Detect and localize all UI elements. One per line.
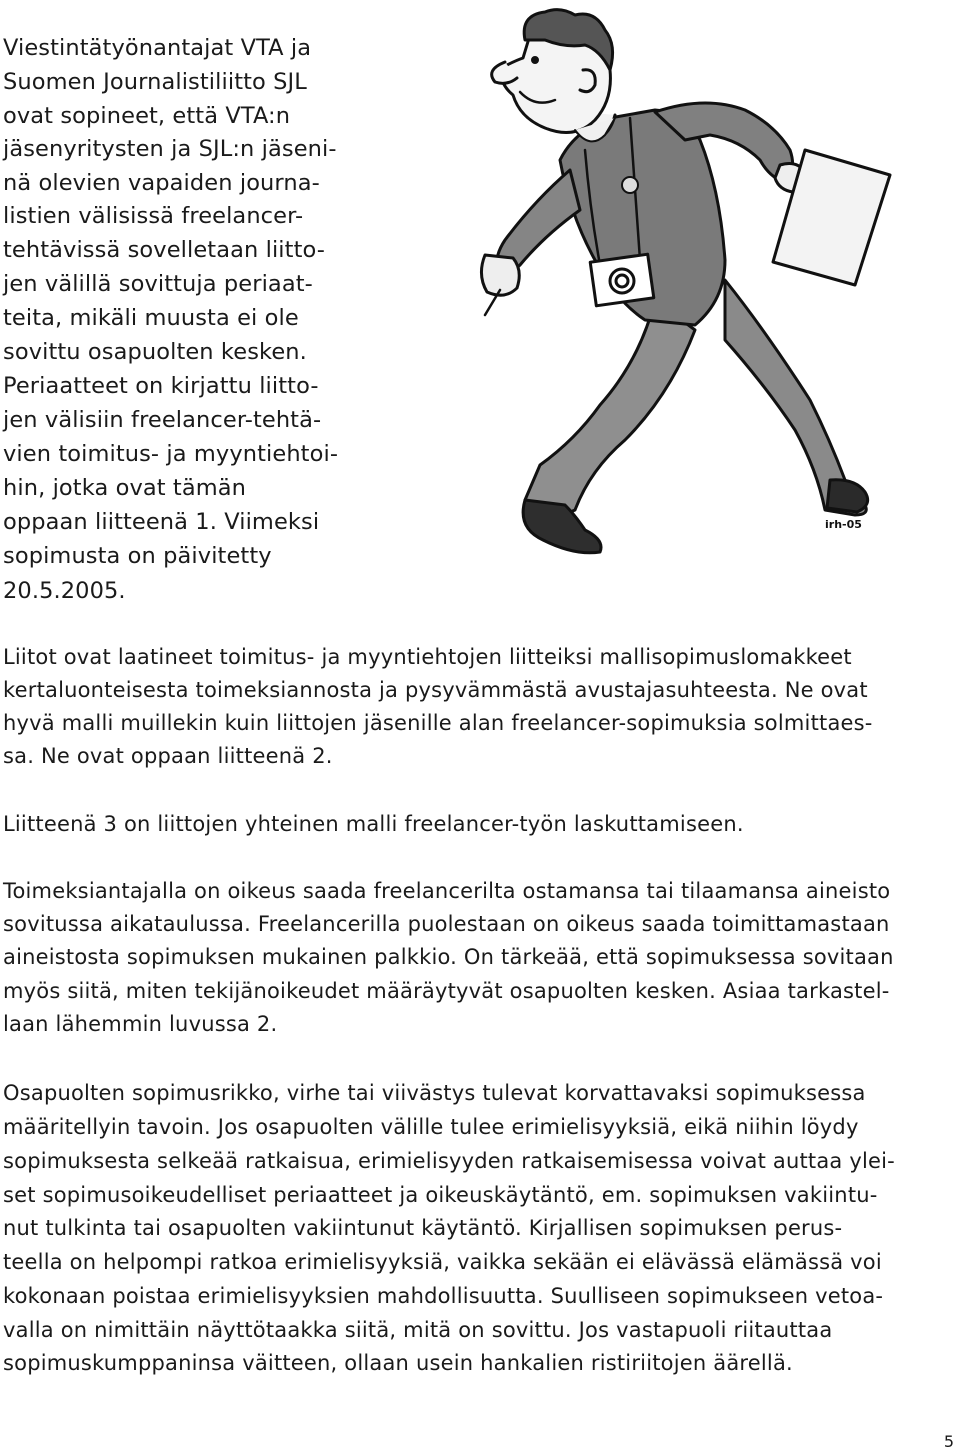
paragraph-line: sovitussa aikataulussa. Freelancerilla puolestaan on oikeus saada toimittamastaan <box>3 912 890 936</box>
paragraph-line: Liitot ovat laatineet toimitus- ja myyntiehtojen liitteiksi mallisopimuslomakkeet <box>3 645 852 669</box>
intro-line: Periaatteet on kirjattu liitto- <box>3 373 319 399</box>
intro-line: vien toimitus- ja myyntiehtoi- <box>3 441 339 467</box>
intro-line: tehtävissä sovelletaan liitto- <box>3 237 325 263</box>
paragraph-line: teella on helpompi ratkoa erimielisyyksiä, vaikka sekään ei elävässä elämässä voi <box>3 1250 882 1274</box>
intro-line: oppaan liitteenä 1. Viimeksi <box>3 509 320 535</box>
paragraph-line: set sopimusoikeudelliset periaatteet ja oikeuskäytäntö, em. sopimuksen vakiintu- <box>3 1183 878 1207</box>
intro-line: listien välisissä freelancer- <box>3 203 304 229</box>
paragraph-line: kertaluonteisesta toimeksiannosta ja pysyvämmästä avustajasuhteesta. Ne ovat <box>3 678 868 702</box>
intro-line: ovat sopineet, että VTA:n <box>3 103 291 129</box>
paragraph-line: laan lähemmin luvussa 2. <box>3 1012 278 1036</box>
intro-line: jen välisiin freelancer-tehtä- <box>3 407 322 433</box>
paragraph-line: nut tulkinta tai osapuolten vakiintunut käytäntö. Kirjallisen sopimuksen perus- <box>3 1216 843 1240</box>
intro-line: sopimusta on päivitetty <box>3 543 272 569</box>
intro-line: 20.5.2005. <box>3 578 126 604</box>
paragraph-line: kokonaan poistaa erimielisyyksien mahdollisuutta. Suulliseen sopimukseen vetoa- <box>3 1284 884 1308</box>
intro-line: hin, jotka ovat tämän <box>3 475 247 501</box>
paragraph-line: Osapuolten sopimusrikko, virhe tai viivästys tulevat korvattavaksi sopimuksessa <box>3 1081 866 1105</box>
intro-line: Viestintätyönantajat VTA ja <box>3 35 312 61</box>
intro-line: nä olevien vapaiden journa- <box>3 170 320 196</box>
intro-line: Suomen Journalistiliitto SJL <box>3 69 307 95</box>
paragraph-line: Toimeksiantajalla on oikeus saada freelancerilta ostamansa tai tilaamansa aineisto <box>3 879 891 903</box>
paragraph-line: määritellyin tavoin. Jos osapuolten välille tulee erimielisyyksiä, eikä niihin löydy <box>3 1115 859 1139</box>
paragraph-line: aineistosta sopimuksen mukainen palkkio. On tärkeää, että sopimuksessa sovitaan <box>3 945 894 969</box>
paragraph-line: sopimuskumppaninsa väitteen, ollaan usein hankalien ristiriitojen äärellä. <box>3 1351 793 1375</box>
paragraph-line: valla on nimittäin näyttötaakka siitä, mitä on sovittu. Jos vastapuoli riitauttaa <box>3 1318 833 1342</box>
intro-line: jäsenyritysten ja SJL:n jäseni- <box>3 136 337 162</box>
paragraph-line: myös siitä, miten tekijänoikeudet määräytyvät osapuolten kesken. Asiaa tarkastel- <box>3 979 890 1003</box>
paragraph-line: Liitteenä 3 on liittojen yhteinen malli freelancer-työn laskuttamiseen. <box>3 812 744 836</box>
paragraph-line: sopimuksesta selkeää ratkaisua, erimielisyyden ratkaisemisessa voivat auttaa ylei- <box>3 1149 895 1173</box>
intro-line: jen välillä sovittuja periaat- <box>3 271 313 297</box>
artist-signature: irh-05 <box>825 518 862 531</box>
journalist-illustration <box>425 0 915 600</box>
intro-line: teita, mikäli muusta ei ole <box>3 305 299 331</box>
paragraph-line: sa. Ne ovat oppaan liitteenä 2. <box>3 744 333 768</box>
page-number: 5 <box>943 1432 954 1451</box>
intro-line: sovittu osapuolten kesken. <box>3 339 307 365</box>
paragraph-line: hyvä malli muillekin kuin liittojen jäsenille alan freelancer-sopimuksia solmittaes- <box>3 711 873 735</box>
